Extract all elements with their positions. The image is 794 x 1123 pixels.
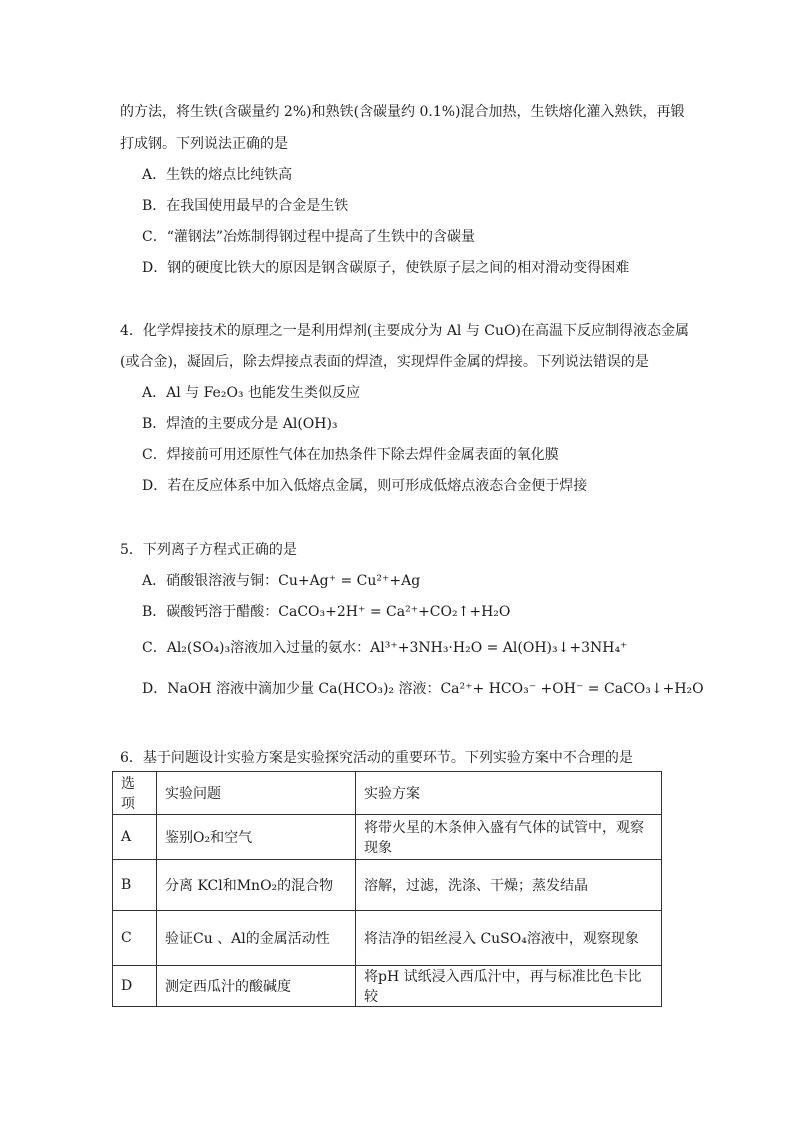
table-row bbox=[113, 815, 662, 860]
row-d-option: D bbox=[113, 966, 157, 1007]
q4-stem-line1: 4．化学焊接技术的原理之一是利用焊剂(主要成分为 Al 与 CuO)在高温下反应制得液态金属 bbox=[120, 323, 689, 339]
q4-option-b: B．焊渣的主要成分是 Al(OH)₃ bbox=[142, 416, 338, 432]
header-plan: 实验方案 bbox=[356, 772, 662, 815]
table-row bbox=[113, 860, 662, 911]
row-a-option: A bbox=[113, 815, 157, 860]
row-a-question: 鉴别O₂和空气 bbox=[157, 815, 356, 860]
q3-option-c: C．“灌钢法”冶炼制得钢过程中提高了生铁中的含碳量 bbox=[142, 229, 476, 245]
row-c-plan: 将洁净的铝丝浸入 CuSO₄溶液中，观察现象 bbox=[356, 911, 662, 966]
q5-option-c: C．Al₂(SO₄)₃溶液加入过量的氨水：Al³⁺+3NH₃·H₂O = Al(OH)₃↓+3NH₄⁺ bbox=[142, 640, 628, 656]
q4-option-c: C．焊接前可用还原性气体在加热条件下除去焊件金属表面的氧化膜 bbox=[142, 447, 559, 463]
row-c-question: 验证Cu 、Al的金属活动性 bbox=[157, 911, 356, 966]
q3-stem-line2: 打成钢。下列说法正确的是 bbox=[120, 136, 288, 152]
q5-option-b: B．碳酸钙溶于醋酸：CaCO₃+2H⁺ = Ca²⁺+CO₂↑+H₂O bbox=[142, 604, 511, 620]
header-question: 实验问题 bbox=[157, 772, 356, 815]
row-b-option: B bbox=[113, 860, 157, 911]
table-row bbox=[113, 966, 662, 1007]
q3-stem-line1: 的方法，将生铁(含碳量约 2%)和熟铁(含碳量约 0.1%)混合加热，生铁熔化灌入熟铁，再锻 bbox=[120, 104, 685, 120]
experiment-table bbox=[112, 771, 662, 1007]
q4-stem-line2: (或合金)，凝固后，除去焊接点表面的焊渣，实现焊件金属的焊接。下列说法错误的是 bbox=[120, 354, 649, 370]
q3-option-a: A．生铁的熔点比纯铁高 bbox=[142, 167, 293, 183]
table-row bbox=[113, 911, 662, 966]
row-c-option: C bbox=[113, 911, 157, 966]
row-d-plan: 将pH 试纸浸入西瓜汁中，再与标准比色卡比较 bbox=[356, 966, 662, 1007]
row-a-plan: 将带火星的木条伸入盛有气体的试管中，观察现象 bbox=[356, 815, 662, 860]
q5-option-a: A．硝酸银溶液与铜：Cu+Ag⁺ = Cu²⁺+Ag bbox=[142, 573, 421, 589]
header-option: 选项 bbox=[113, 772, 157, 815]
table-header-row bbox=[113, 772, 662, 815]
row-b-plan: 溶解，过滤，洗涤、干燥；蒸发结晶 bbox=[356, 860, 662, 911]
q4-option-d: D．若在反应体系中加入低熔点金属，则可形成低熔点液态合金便于焊接 bbox=[142, 478, 588, 494]
q5-option-d: D．NaOH 溶液中滴加少量 Ca(HCO₃)₂ 溶液：Ca²⁺+ HCO₃⁻ +OH⁻ = CaCO₃↓+H₂O bbox=[142, 681, 704, 697]
q3-option-b: B．在我国使用最早的合金是生铁 bbox=[142, 198, 349, 214]
row-d-question: 测定西瓜汁的酸碱度 bbox=[157, 966, 356, 1007]
q5-stem: 5．下列离子方程式正确的是 bbox=[120, 542, 297, 558]
row-b-question: 分离 KCl和MnO₂的混合物 bbox=[157, 860, 356, 911]
q6-stem: 6．基于问题设计实验方案是实验探究活动的重要环节。下列实验方案中不合理的是 bbox=[120, 750, 633, 766]
q3-option-d: D．钢的硬度比铁大的原因是钢含碳原子，使铁原子层之间的相对滑动变得困难 bbox=[142, 260, 630, 276]
q4-option-a: A．Al 与 Fe₂O₃ 也能发生类似反应 bbox=[142, 385, 360, 401]
